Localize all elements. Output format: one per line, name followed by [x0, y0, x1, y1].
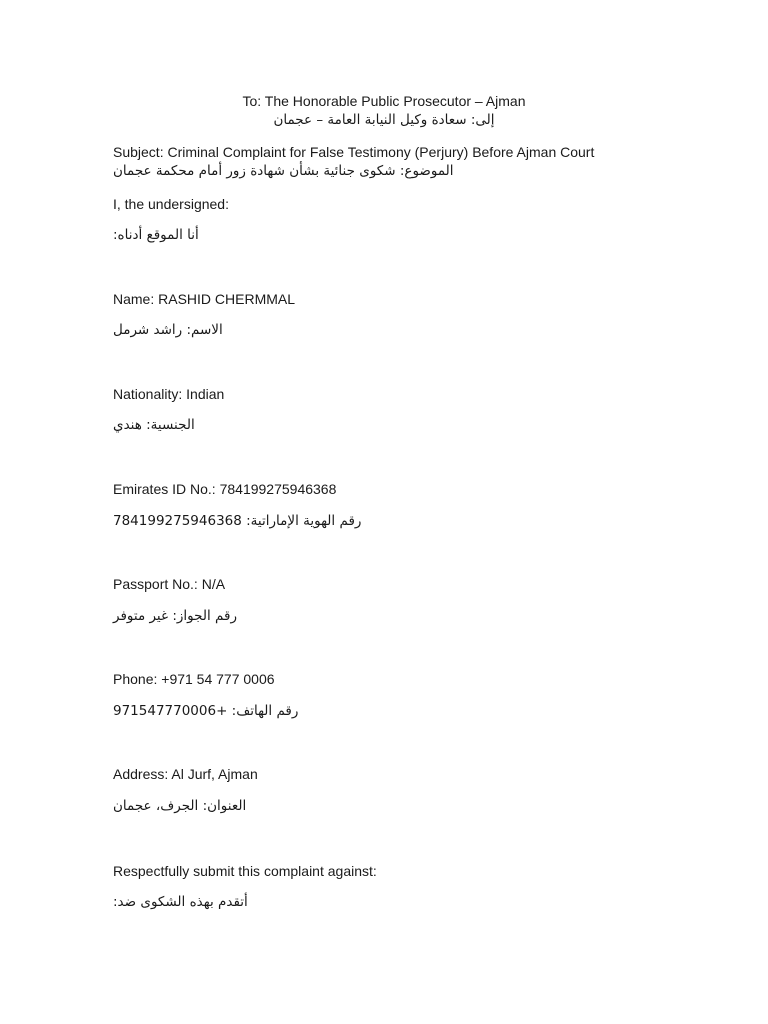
addressee-english: To: The Honorable Public Prosecutor – Ajman [242, 93, 526, 109]
closing-arabic: أتقدم بهذه الشكوى ضد: [113, 894, 248, 910]
address-arabic: العنوان: الجرف، عجمان [113, 798, 247, 814]
subject-english: Subject: Criminal Complaint for False Testimony (Perjury) Before Ajman Court [113, 144, 595, 160]
passport-english: Passport No.: N/A [113, 576, 226, 592]
intro-arabic: أنا الموقع أدناه: [113, 227, 199, 243]
addressee-arabic: إلى: سعادة وكيل النيابة العامة – عجمان [273, 112, 495, 128]
emirates-id-arabic: رقم الهوية الإماراتية: 784199275946368 [113, 513, 362, 529]
subject-arabic: الموضوع: شكوى جنائية بشأن شهادة زور أمام محكمة عجمان [113, 163, 454, 179]
emirates-id-english: Emirates ID No.: 784199275946368 [113, 481, 337, 497]
address-english: Address: Al Jurf, Ajman [113, 766, 258, 782]
passport-arabic: رقم الجواز: غير متوفر [113, 608, 237, 624]
name-arabic: الاسم: راشد شرمل [113, 322, 223, 338]
closing-english: Respectfully submit this complaint against: [113, 863, 377, 879]
phone-arabic: رقم الهاتف: +971547770006 [113, 703, 299, 719]
intro-english: I, the undersigned: [113, 196, 229, 212]
nationality-english: Nationality: Indian [113, 386, 225, 402]
phone-english: Phone: +971 54 777 0006 [113, 671, 275, 687]
name-english: Name: RASHID CHERMMAL [113, 291, 296, 307]
nationality-arabic: الجنسية: هندي [113, 417, 195, 433]
